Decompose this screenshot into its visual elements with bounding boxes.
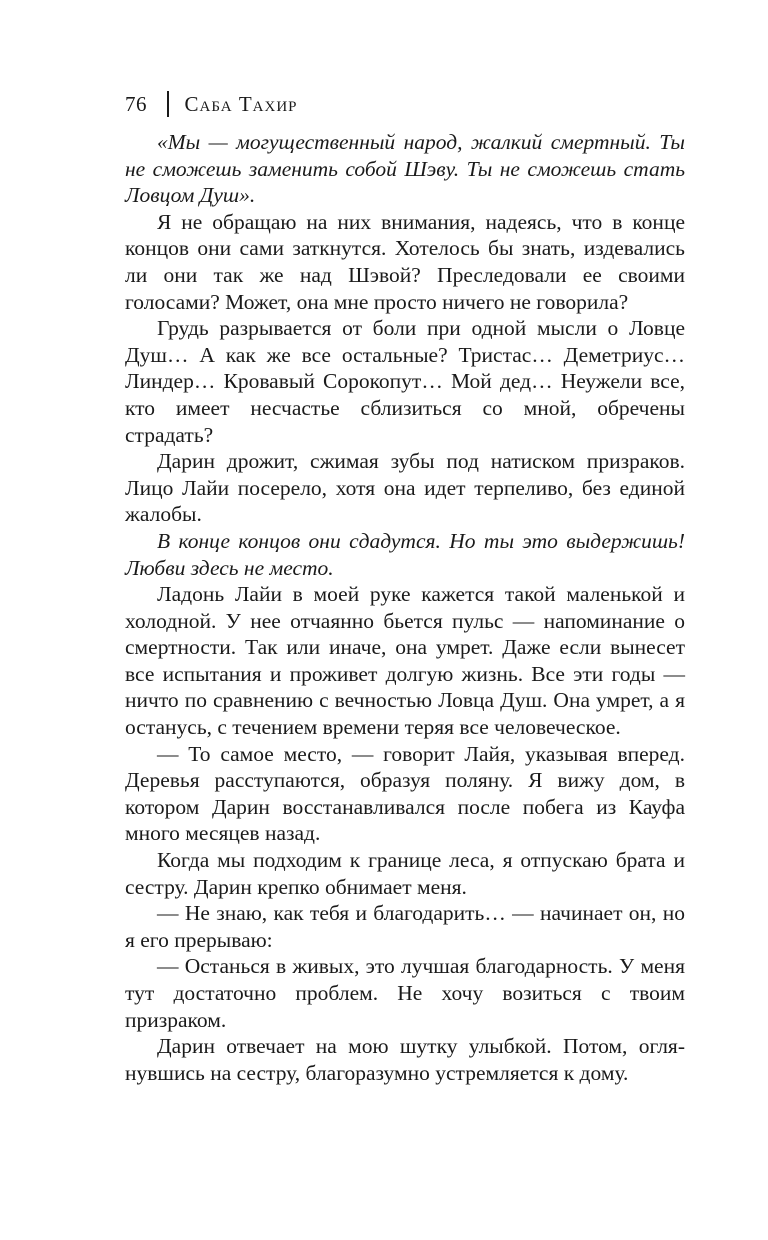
paragraph: Я не обращаю на них внимания, надеясь, что в конце концов они сами заткнутся. Хотелось бы знать, издевались ли они так же над Шэвой? Преследовали ее своими голосами? Может, она мне просто ничего не говорила?	[125, 209, 685, 314]
running-head	[125, 84, 685, 124]
book-page	[125, 84, 685, 1086]
paragraph: — Не знаю, как тебя и благодарить… — начинает он, но я его прерываю:	[125, 901, 685, 952]
paragraph: — Останься в живых, это лучшая благодарность. У меня тут достаточно проблем. Не хочу возиться с твоим призраком.	[125, 954, 685, 1032]
paragraph: «Мы — могущественный народ, жалкий смертный. Ты не сможешь заменить собой Шэву. Ты не сможешь стать Ловцом Душ».	[125, 130, 685, 208]
header-divider	[167, 91, 169, 117]
author-name: Саба Тахир	[184, 91, 298, 116]
paragraph: Грудь разрывается от боли при одной мысли о Ловце Душ… А как же все остальные? Тристас… Деметриус… Линдер… Кровавый Сорокопут… Мой дед… Неужели все, кто имеет несчастье сблизиться со мной, обречены страдать?	[125, 316, 685, 447]
paragraph: Дарин дрожит, сжимая зубы под натиском призраков. Лицо Лайи посерело, хотя она идет терпеливо, без единой жалобы.	[125, 449, 685, 527]
paragraph: В конце концов они сдадутся. Но ты это выдержишь! Любви здесь не место.	[125, 528, 685, 580]
paragraph: Ладонь Лайи в моей руке кажется такой маленькой и холодной. У нее отчаянно бьется пульс — напоминание о смертности. Так или иначе, она умрет. Даже если вынесет все испытания и проживет долгую жизнь. Все эти годы — ничто по сравнению с вечностью Ловца Душ. Она умрет, а я останусь, с течением времени теряя все человеческое.	[125, 582, 685, 740]
paragraph: — То самое место, — говорит Лайя, указывая вперед. Деревья расступаются, образуя поляну. Я вижу дом, в котором Дарин восстанавливался после побега из Кауфа много месяцев назад.	[125, 741, 685, 846]
page-number: 76	[125, 91, 147, 116]
paragraph: Дарин отвечает на мою шутку улыбкой. Потом, оглянувшись на сестру, благоразумно устремляется к дому.	[125, 1034, 685, 1085]
paragraph: Когда мы подходим к границе леса, я отпускаю брата и сестру. Дарин крепко обнимает меня.	[125, 848, 685, 899]
body-text	[125, 129, 685, 1086]
